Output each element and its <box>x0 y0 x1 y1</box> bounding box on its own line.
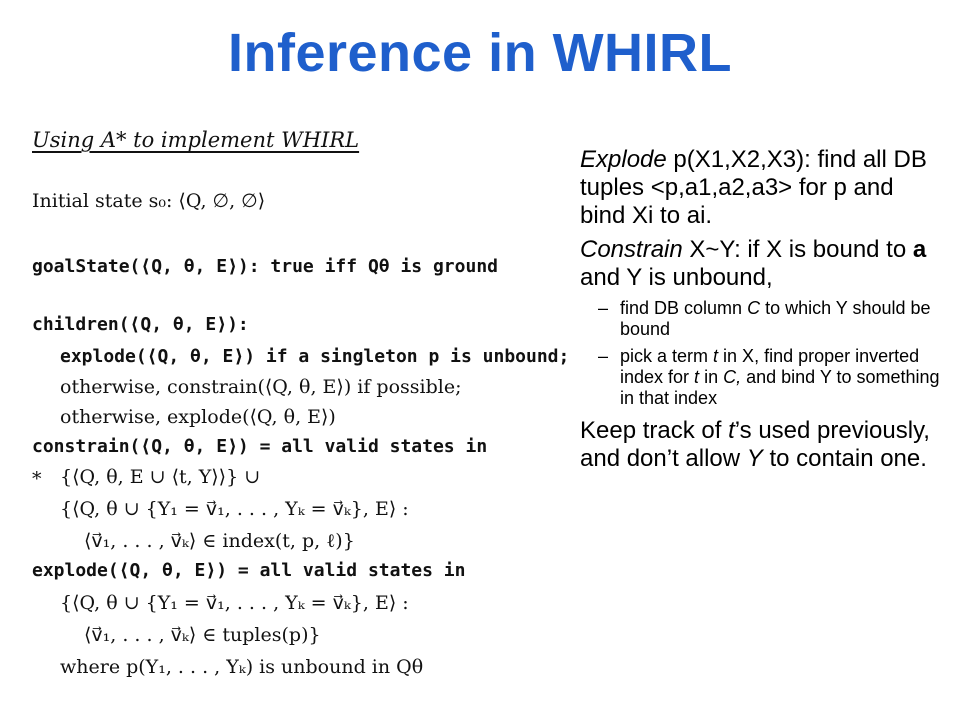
bullet-italic: Y <box>746 445 763 472</box>
sub-italic: t <box>694 367 700 387</box>
sub-text: to which Y should be bound <box>620 298 931 339</box>
algorithm-line: explode(⟨Q, θ, E⟩) if a singleton p is unbound; <box>60 346 570 367</box>
sub-italic: C <box>747 298 761 318</box>
bullet-text: p(X1,X2,X3): find all DB tuples <p,a1,a2,a3> for p and bind Xi to ai. <box>580 146 927 229</box>
bullet-text: and Y is unbound, <box>580 264 773 291</box>
bullet-constrain <box>580 236 940 292</box>
algorithm-line: ⟨v⃗₁, . . . , v⃗ₖ⟩ ∈ index(t, p, ℓ)} <box>84 530 355 552</box>
algorithm-line: otherwise, constrain(⟨Q, θ, E⟩) if possible; <box>60 376 462 398</box>
bullet-text: ’s used previously, and don’t allow <box>580 417 930 472</box>
algorithm-line: goalState(⟨Q, θ, E⟩): true iff Qθ is ground <box>32 256 498 277</box>
algorithm-line: {⟨Q, θ, E ∪ ⟨t, Y⟩⟩} ∪ <box>60 466 261 488</box>
bullet-text: Keep track of <box>580 417 729 444</box>
bullet-bold: a <box>912 236 927 263</box>
algorithm-line: otherwise, explode(⟨Q, θ, E⟩) <box>60 406 336 428</box>
sub-text: and bind Y to something in that index <box>620 367 940 408</box>
sub-italic: t <box>713 346 719 366</box>
bullet-keep-track <box>580 417 940 473</box>
sub-text: find DB column <box>620 298 748 318</box>
sub-text: in X, find proper inverted index for <box>620 346 920 387</box>
algorithm-line: ⟨v⃗₁, . . . , v⃗ₖ⟩ ∈ tuples(p)} <box>84 624 321 646</box>
algorithm-line: {⟨Q, θ ∪ {Y₁ = v⃗₁, . . . , Yₖ = v⃗ₖ}, E⟩ : <box>60 592 409 614</box>
algorithm-line: constrain(⟨Q, θ, E⟩) = all valid states in <box>32 436 488 457</box>
bullet-text: X~Y: if X is bound to <box>682 236 913 263</box>
sub-text: in <box>699 367 724 387</box>
sub-bullet-term <box>580 346 940 409</box>
algorithm-line: * <box>32 468 42 490</box>
algorithm-line: where p(Y₁, . . . , Yₖ) is unbound in Qθ <box>60 656 424 678</box>
algorithm-line: explode(⟨Q, θ, E⟩) = all valid states in <box>32 560 466 581</box>
bullet-list <box>580 146 940 479</box>
slide-title: Inference in WHIRL <box>227 23 733 83</box>
bullet-text: to contain one. <box>762 445 927 472</box>
algorithm-image <box>24 126 569 686</box>
sub-text: pick a term <box>620 346 714 366</box>
dash-icon: – <box>598 298 609 318</box>
algorithm-line: children(⟨Q, θ, E⟩): <box>32 314 249 335</box>
bullet-explode <box>580 146 940 230</box>
sub-bullet-column <box>580 298 940 340</box>
bullet-term: Explode <box>580 146 667 173</box>
bullet-italic: t <box>728 417 735 444</box>
algorithm-line: Initial state s₀: ⟨Q, ∅, ∅⟩ <box>32 190 266 212</box>
sub-italic: C, <box>723 367 742 387</box>
bullet-term: Constrain <box>580 236 683 263</box>
algorithm-line: {⟨Q, θ ∪ {Y₁ = v⃗₁, . . . , Yₖ = v⃗ₖ}, E⟩ : <box>60 498 409 520</box>
algorithm-header: Using A* to implement WHIRL <box>32 128 360 152</box>
dash-icon: – <box>598 346 609 366</box>
